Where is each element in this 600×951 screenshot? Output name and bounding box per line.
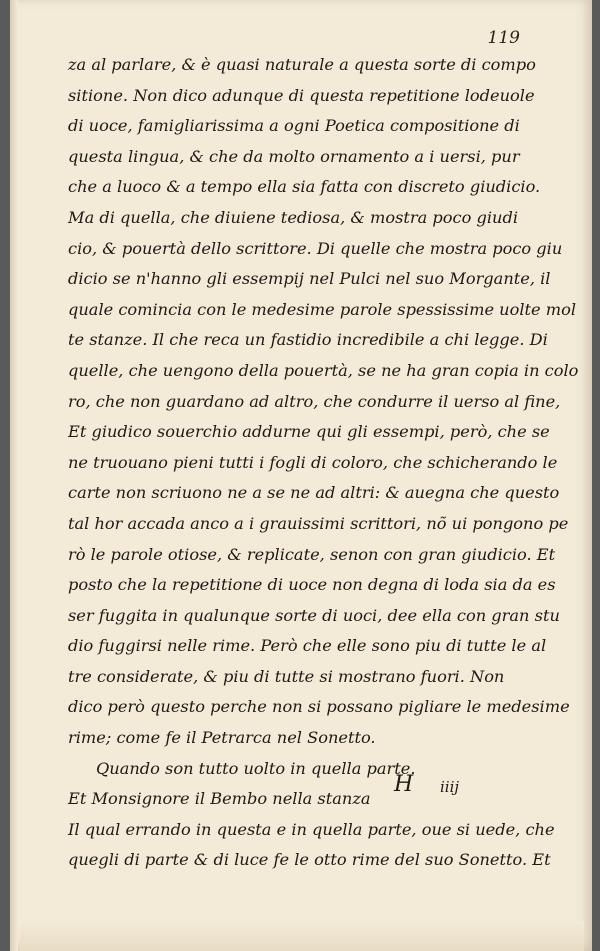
text-line: dio fuggirsi nelle rime. Però che elle sono piu di tutte le al: [68, 636, 547, 656]
text-line: Il qual errando in questa e in quella parte, oue si uede, che: [68, 819, 555, 839]
page-number: 119: [487, 28, 520, 48]
quoted-verse-line: Quando son tutto uolto in quella parte.: [96, 758, 416, 778]
signature-mark: H: [394, 772, 414, 797]
text-line: za al parlare, & è quasi naturale a questa sorte di compo: [68, 55, 536, 74]
text-line: quegli di parte & di luce fe le otto rime del suo Sonetto. Et: [68, 850, 551, 870]
text-line: te stanze. Il che reca un fastidio incredibile a chi legge. Di: [68, 330, 548, 350]
text-line: tal hor accada anco a i grauissimi scrittori, nõ ui pongono pe: [68, 513, 569, 533]
text-line: carte non scriuono ne a se ne ad altri: & auegna che questo: [68, 483, 560, 503]
text-line: cio, & pouertà dello scrittore. Di quelle che mostra poco giu: [68, 238, 563, 258]
page-gutter-edge: [10, 0, 18, 951]
text-line: Et giudico souerchio addurne qui gli essempi, però, che se: [68, 422, 550, 442]
text-line: dicio se n'hanno gli essempij nel Pulci nel suo Morgante, il: [68, 269, 551, 289]
text-line: di uoce, famigliarissima a ogni Poetica compositione di: [68, 116, 520, 136]
text-line: Ma di quella, che diuiene tediosa, & mostra poco giudi: [68, 207, 518, 227]
signature-numeral: iiij: [440, 778, 460, 796]
text-line: sitione. Non dico adunque di questa repetitione lodeuole: [68, 85, 535, 105]
book-page: [10, 0, 592, 951]
text-line: ser fuggita in qualunque sorte di uoci, dee ella con gran stu: [68, 605, 560, 625]
text-line: ro, che non guardano ad altro, che condurre il uerso al fine,: [68, 391, 561, 411]
text-line: ne truouano pieni tutti i fogli di coloro, che schicherando le: [68, 452, 558, 472]
text-line: posto che la repetitione di uoce non degna di loda sia da es: [68, 575, 556, 595]
text-line: dico però questo perche non si possano pigliare le medesime: [68, 697, 570, 717]
text-line: questa lingua, & che da molto ornamento a i uersi, pur: [68, 146, 520, 166]
text-line: tre considerate, & piu di tutte si mostrano fuori. Non: [68, 666, 505, 686]
text-line: che a luoco & a tempo ella sia fatta con discreto giudicio.: [68, 177, 541, 197]
text-line: quale comincia con le medesime parole spessissime uolte mol: [68, 299, 577, 319]
text-line: rime; come fe il Petrarca nel Sonetto.: [68, 728, 376, 748]
text-line: rò le parole otiose, & replicate, senon con gran giudicio. Et: [68, 544, 556, 564]
text-line: quelle, che uengono della pouertà, se ne ha gran copia in colo: [68, 360, 579, 380]
page-bottom-margin: [20, 921, 584, 951]
text-line: Et Monsignore il Bembo nella stanza: [68, 789, 371, 809]
body-text: [68, 50, 579, 876]
